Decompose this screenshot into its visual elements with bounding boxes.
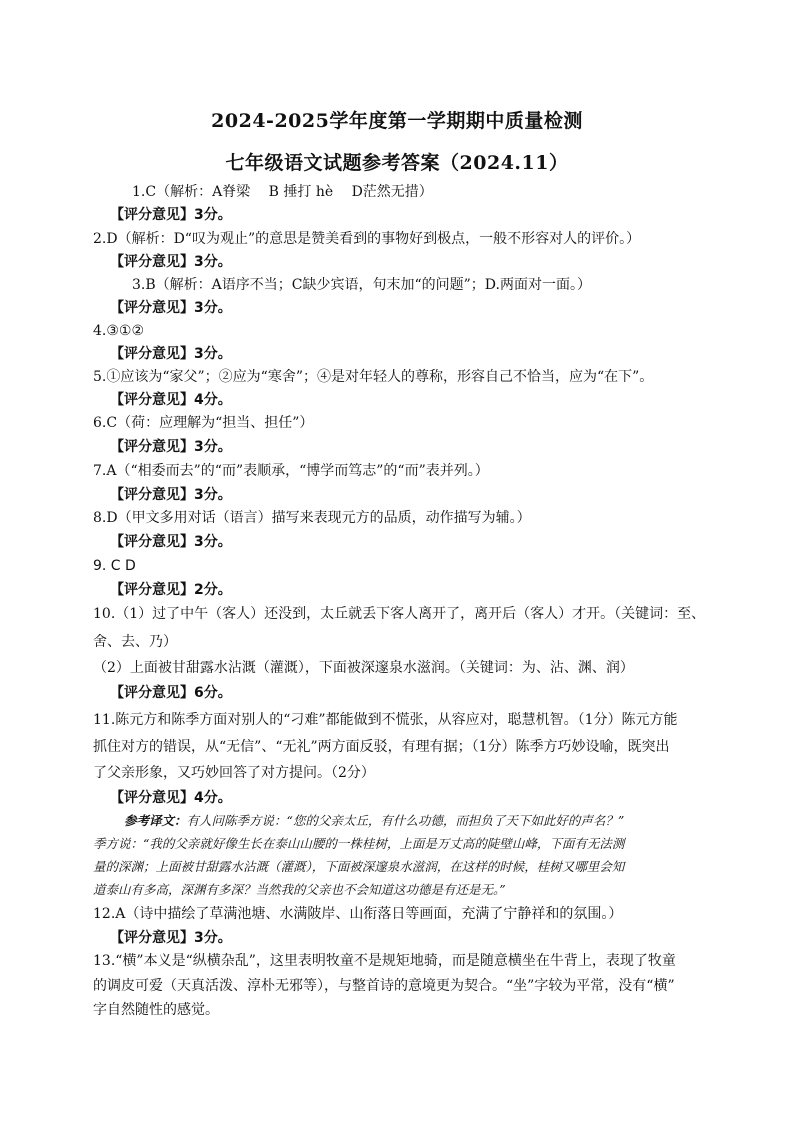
translation-line-3: 量的深渊；上面被甘甜露水沾溉（灌溉），下面被深邃泉水滋润，在这样的时候，桂树又哪里会知 xyxy=(93,859,625,874)
score-note-5: 【评分意见】4分。 xyxy=(110,392,232,408)
translation-line-4: 道泰山有多高，深渊有多深？当然我的父亲也不会知道这功德是有还是无。” xyxy=(93,882,506,897)
answer-10-part-2: （2）上面被甘甜露水沾溉（灌溉），下面被深邃泉水滋润。（关键词：为、沾、渊、润） xyxy=(93,660,634,676)
answer-12: 12.A（诗中描绘了草满池塘、水满陂岸、山衔落日等画面，充满了宁静祥和的氛围。） xyxy=(93,906,623,922)
page-title: 2024-2025学年度第一学期期中质量检测 xyxy=(211,110,583,132)
answer-13-line-3: 字自然随性的感觉。 xyxy=(93,1002,219,1018)
answer-10-line-1: 10.（1）过了中午（客人）还没到，太丘就丢下客人离开了，离开后（客人）才开。（关键词：至、 xyxy=(93,606,706,622)
answer-13-line-1: 13.“横”本义是“纵横杂乱”，这里表明牧童不是规矩地骑，而是随意横坐在牛背上，表现了牧童 xyxy=(93,953,676,969)
answer-7: 7.A（“相委而去”的“而”表顺承，“博学而笃志”的“而”表并列。） xyxy=(93,463,489,479)
translation-label: 参考译文： xyxy=(124,813,187,828)
answer-10-line-2: 舍、去、乃） xyxy=(93,634,177,650)
answer-3: 3.B（解析：A语序不当；C缺少宾语，句末加“的问题”；D.两面对一面。） xyxy=(132,277,591,293)
score-note-12: 【评分意见】3分。 xyxy=(110,930,232,946)
answer-11-line-3: 了父亲形象，又巧妙回答了对方提问。（2分） xyxy=(93,765,375,781)
score-note-1: 【评分意见】3分。 xyxy=(110,207,232,223)
score-note-4: 【评分意见】3分。 xyxy=(110,346,232,362)
score-note-2: 【评分意见】3分。 xyxy=(110,254,232,270)
score-note-6: 【评分意见】3分。 xyxy=(110,439,232,455)
answer-5: 5.①应该为“家父”；②应为“寒舍”；④是对年轻人的尊称，形容自己不恰当，应为“在下”。 xyxy=(93,369,654,385)
translation-line-1: 参考译文：有人问陈季方说：“您的父亲太丘，有什么功德，而担负了天下如此好的声名？” xyxy=(124,813,625,828)
score-note-11: 【评分意见】4分。 xyxy=(110,790,232,806)
score-note-3: 【评分意见】3分。 xyxy=(110,300,232,316)
translation-line-2: 季方说：“我的父亲就好像生长在泰山山腰的一株桂树，上面是万丈高的陡壁山峰，下面有无法测 xyxy=(93,836,625,851)
answer-6: 6.C（荷：应理解为“担当、担任”） xyxy=(93,415,314,431)
answer-1: 1.C（解析：A脊梁 B 捶打 hè D茫然无措） xyxy=(132,184,433,200)
score-note-10: 【评分意见】6分。 xyxy=(110,685,232,701)
answer-9: 9. C D xyxy=(93,558,136,574)
score-note-7: 【评分意见】3分。 xyxy=(110,487,232,503)
score-note-8: 【评分意见】3分。 xyxy=(110,534,232,550)
score-note-9: 【评分意见】2分。 xyxy=(110,582,232,598)
answer-11-line-1: 11.陈元方和陈季方面对别人的“刁难”都能做到不慌张，从容应对，聪慧机智。（1分）陈元方能 xyxy=(93,712,678,728)
answer-11-line-2: 抓住对方的错误，从“无信”、“无礼”两方面反驳，有理有据；（1分）陈季方巧妙设喻，既突出 xyxy=(93,739,670,755)
answer-8: 8.D（甲文多用对话（语言）描写来表现元方的品质，动作描写为辅。） xyxy=(93,510,531,526)
answer-13-line-2: 的调皮可爱（天真活泼、淳朴无邪等），与整首诗的意境更为契合。“坐”字较为平常，没有“横” xyxy=(93,978,675,994)
answer-4: 4.③①② xyxy=(93,323,145,339)
page-subtitle: 七年级语文试题参考答案（2024.11） xyxy=(225,152,569,174)
answer-2: 2.D（解析：D“叹为观止”的意思是赞美看到的事物好到极点，一般不形容对人的评价。） xyxy=(93,231,641,247)
